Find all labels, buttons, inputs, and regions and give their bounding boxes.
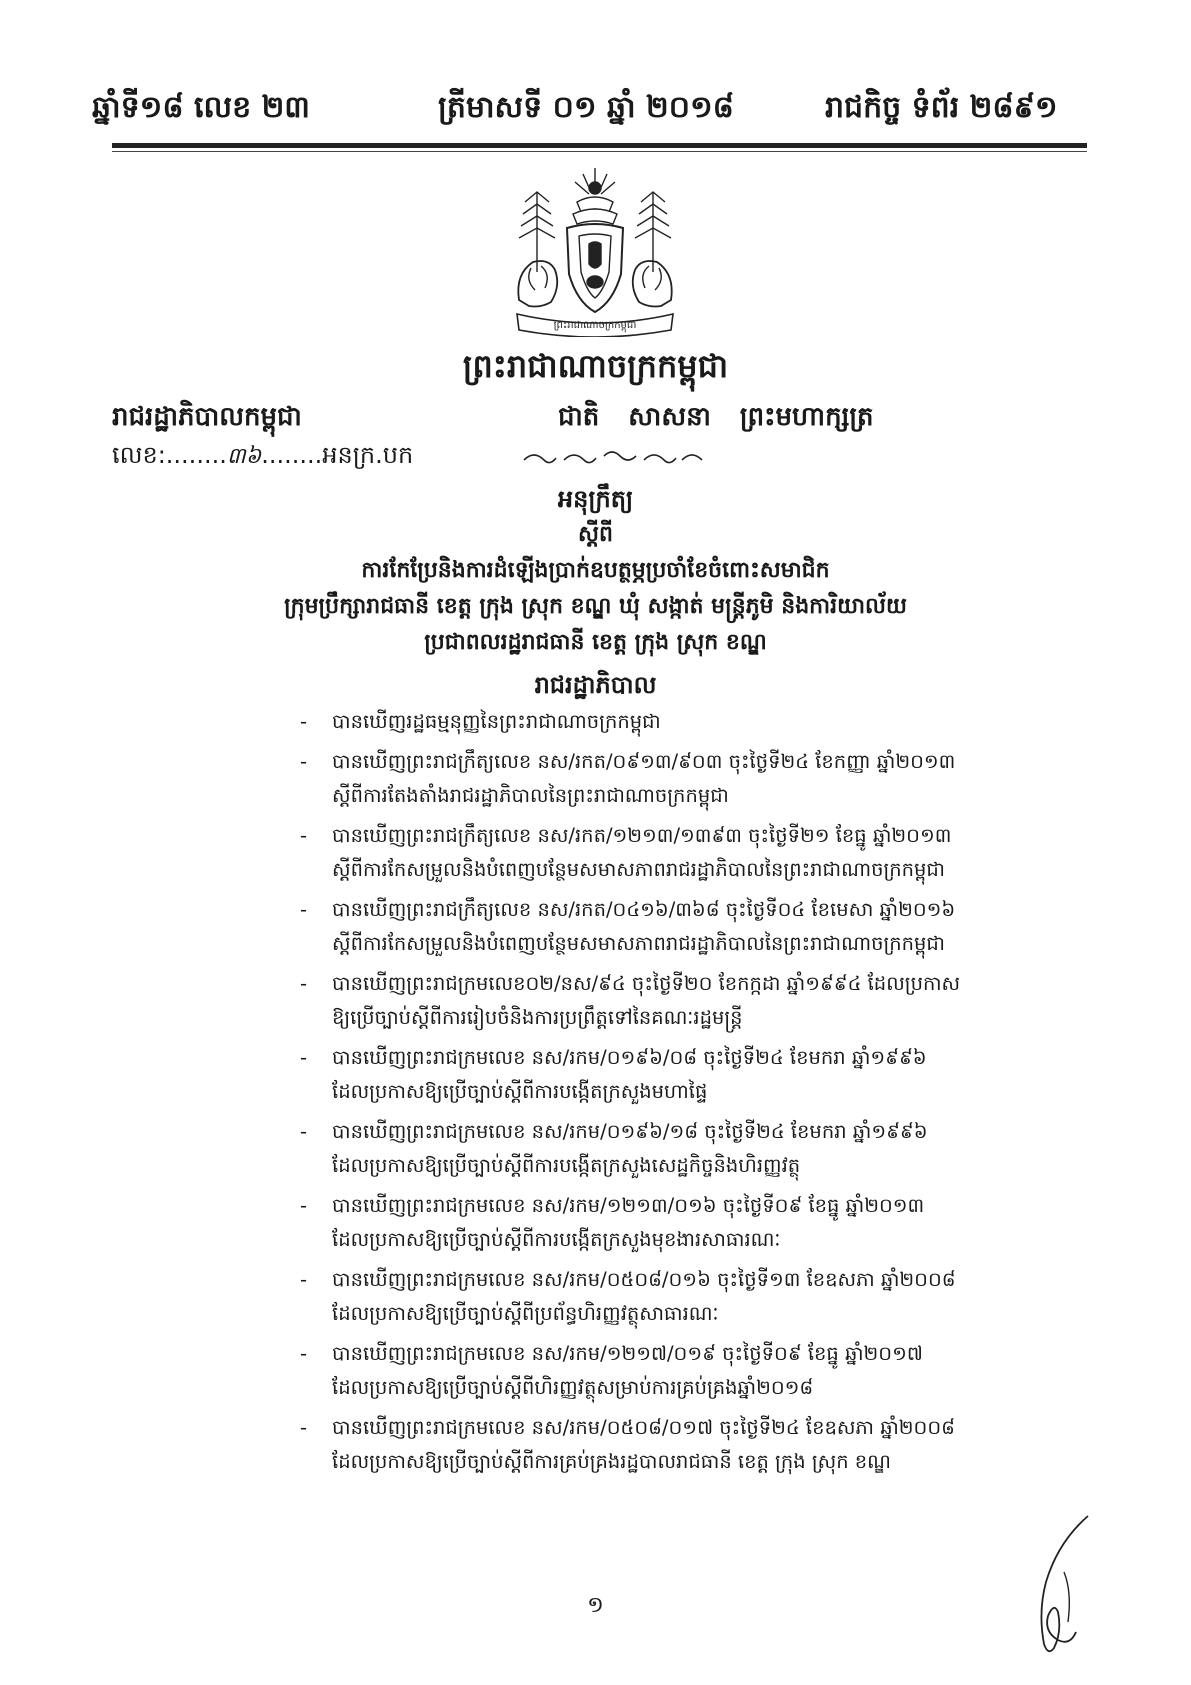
number-suffix: អនក្រ.បក — [322, 441, 414, 469]
header-issue: ឆ្នាំទី១៨ លេខ ២៣ — [92, 90, 310, 125]
list-item: - បានឃើញព្រះរាជក្រឹត្យលេខ នស/រកត/០៩១៣/៩០៣ ចុះថ្ងៃទី២៤ ខែកញ្ញា ឆ្នាំ២០១៣ ស្តីពីការតែងតាំងរាជរដ្ឋាភិបាលនៃព្រះរាជាណាចក្រកម្ពុជា — [300, 750, 956, 807]
header-rule — [112, 143, 1087, 148]
government-name: រាជរដ្ឋាភិបាលកម្ពុជា — [112, 402, 302, 432]
title-line-3: ប្រជាពលរដ្ឋរាជធានី ខេត្ត ក្រុង ស្រុក ខណ្ឌ — [424, 630, 767, 655]
list-item: - បានឃើញរដ្ឋធម្មនុញ្ញនៃព្រះរាជាណាចក្រកម្ពុជា — [300, 710, 661, 733]
ornament-divider-icon — [520, 444, 705, 470]
document-type: អនុក្រឹត្យ — [557, 485, 634, 513]
issuer-heading: រាជរដ្ឋាភិបាល — [534, 671, 657, 699]
list-item: - បានឃើញព្រះរាជក្រមលេខ នស/រកម/១២១៣/០១៦ ចុះថ្ងៃទី០៩ ខែធ្នូ ឆ្នាំ២០១៣ ដែលប្រកាសឱ្យប្រើច្បាប់ស្តីពីការបង្កើតក្រសួងមុខងារសាធារណៈ — [300, 1194, 925, 1251]
title-line-1: ការកែប្រែនិងការដំឡើងប្រាក់ឧបត្ថម្ភប្រចាំខែចំពោះសមាជិក — [361, 558, 830, 583]
references-list — [300, 705, 1045, 1485]
list-item: - បានឃើញព្រះរាជក្រឹត្យលេខ នស/រកត/០៤១៦/៣៦៨ ចុះថ្ងៃទី០៤ ខែមេសា ឆ្នាំ២០១៦ ស្តីពីការកែសម្រួលនិងបំពេញបន្ថែមសមាសភាពរាជរដ្ឋាភិបាលនៃព្រះរាជាណាចក្រកម្ពុជា — [300, 898, 956, 955]
list-item: - បានឃើញព្រះរាជក្រមលេខ នស/រកម/០១៩៦/១៨ ចុះថ្ងៃទី២៤ ខែមករា ឆ្នាំ១៩៩៦ ដែលប្រកាសឱ្យប្រើច្បាប់ស្តីពីការបង្កើតក្រសួងសេដ្ឋកិច្ចនិងហិរញ្ញវត្ថុ — [300, 1120, 928, 1177]
kingdom-title: ព្រះរាជាណាចក្រកម្ពុជា — [462, 347, 729, 385]
document-number: លេខ:........៣៦........អនក្រ.បក — [112, 441, 414, 469]
header-quarter: ត្រីមាសទី ០១ ឆ្នាំ ២០១៨ — [438, 90, 734, 125]
subject-word: ស្តីពី — [578, 522, 613, 547]
signature-initial-icon — [1018, 1512, 1098, 1662]
list-item: - បានឃើញព្រះរាជក្រមលេខ នស/រកម/១២១៧/០១៩ ចុះថ្ងៃទី០៩ ខែធ្នូ ឆ្នាំ២០១៧ ដែលប្រកាសឱ្យប្រើច្បាប់ស្តីពីហិរញ្ញវត្ថុសម្រាប់ការគ្រប់គ្រងឆ្នាំ២០១៨ — [300, 1342, 923, 1399]
list-item: - បានឃើញព្រះរាជក្រឹត្យលេខ នស/រកត/១២១៣/១៣៩៣ ចុះថ្ងៃទី២១ ខែធ្នូ ឆ្នាំ២០១៣ ស្តីពីការកែសម្រួលនិងបំពេញបន្ថែមសមាសភាពរាជរដ្ឋាភិបាលនៃព្រះរាជាណាចក្រកម្ពុជា — [300, 824, 952, 881]
list-item: - បានឃើញព្រះរាជក្រមលេខ នស/រកម/០១៩៦/០៨ ចុះថ្ងៃទី២៤ ខែមករា ឆ្នាំ១៩៩៦ ដែលប្រកាសឱ្យប្រើច្បាប់ស្តីពីការបង្កើតក្រសួងមហាផ្ទៃ — [300, 1046, 927, 1103]
national-motto: ជាតិ សាសនា ព្រះមហាក្សត្រ — [558, 402, 874, 432]
royal-emblem-icon — [505, 162, 685, 337]
emblem-banner-text: ព្រះរាជាណាចក្រកម្ពុជា — [553, 320, 637, 331]
title-line-2: ក្រុមប្រឹក្សារាជធានី ខេត្ត ក្រុង ស្រុក ខណ្ឌ ឃុំ សង្កាត់ មន្ត្រីភូមិ និងការិយាល័យ — [284, 594, 907, 619]
list-item: - បានឃើញព្រះរាជក្រមលេខ នស/រកម/០៥០៨/០១៧ ចុះថ្ងៃទី២៤ ខែឧសភា ឆ្នាំ២០០៨ ដែលប្រកាសឱ្យប្រើច្បាប់ស្តីពីការគ្រប់គ្រងរដ្ឋបាលរាជធានី ខេត្ត ក្រុង ស្រុក ខណ្ឌ — [300, 1416, 955, 1473]
list-item: - បានឃើញព្រះរាជក្រមលេខ០២/នស/៩៤ ចុះថ្ងៃទី២០ ខែកក្កដា ឆ្នាំ១៩៩៤ ដែលប្រកាស ឱ្យប្រើច្បាប់ស្តីពីការរៀបចំនិងការប្រព្រឹត្តទៅនៃគណៈរដ្ឋមន្ត្រី — [300, 972, 961, 1029]
number-prefix: លេខ: — [112, 441, 166, 469]
list-item: - បានឃើញព្រះរាជក្រមលេខ នស/រកម/០៥០៨/០១៦ ចុះថ្ងៃទី១៣ ខែឧសភា ឆ្នាំ២០០៨ ដែលប្រកាសឱ្យប្រើច្បាប់ស្តីពីប្រព័ន្ធហិរញ្ញវត្ថុសាធារណៈ — [300, 1268, 956, 1325]
header-rule-thin — [112, 151, 1087, 152]
page-number: ១ — [587, 1593, 604, 1618]
number-handwritten: ៣៦ — [226, 444, 262, 469]
header-page-ref: រាជកិច្ច ទំព័រ ២៨៩១ — [825, 90, 1058, 125]
